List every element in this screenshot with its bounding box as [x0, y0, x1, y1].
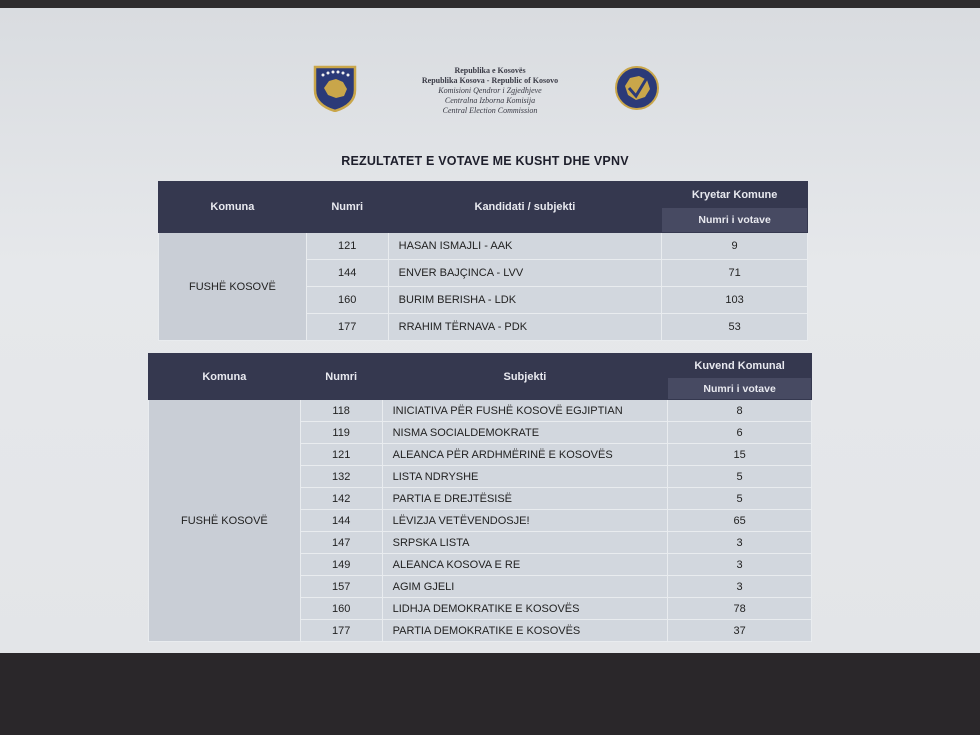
numri-cell: 144 — [300, 510, 382, 532]
col-header-subjekti: Subjekti — [382, 354, 668, 400]
candidate-cell: HASAN ISMAJLI - AAK — [388, 233, 662, 260]
numri-cell: 142 — [300, 488, 382, 510]
numri-cell: 177 — [306, 314, 388, 341]
institution-header — [400, 66, 580, 116]
votes-cell: 3 — [668, 554, 812, 576]
numri-cell: 160 — [300, 598, 382, 620]
col-header-group: Kryetar Komune — [662, 182, 808, 208]
numri-cell: 177 — [300, 620, 382, 642]
numri-cell: 132 — [300, 466, 382, 488]
municipality-cell: FUSHË KOSOVË — [159, 233, 307, 341]
candidate-cell: BURIM BERISHA - LDK — [388, 287, 662, 314]
dark-background — [0, 653, 980, 735]
votes-cell: 9 — [662, 233, 808, 260]
subject-cell: ALEANCA KOSOVA E RE — [382, 554, 668, 576]
votes-cell: 78 — [668, 598, 812, 620]
subject-cell: INICIATIVA PËR FUSHË KOSOVË EGJIPTIAN — [382, 400, 668, 422]
votes-cell: 71 — [662, 260, 808, 287]
subject-cell: ALEANCA PËR ARDHMËRINË E KOSOVËS — [382, 444, 668, 466]
header-line-1: Republika e Kosovës — [454, 66, 526, 75]
header-line-5: Central Election Commission — [442, 106, 538, 115]
table-row — [159, 233, 808, 260]
votes-cell: 53 — [662, 314, 808, 341]
table-row — [149, 400, 812, 422]
numri-cell: 119 — [300, 422, 382, 444]
votes-cell: 15 — [668, 444, 812, 466]
numri-cell: 121 — [306, 233, 388, 260]
subject-cell: LËVIZJA VETËVENDOSJE! — [382, 510, 668, 532]
kosovo-emblem-icon — [312, 64, 358, 112]
council-results-table — [148, 353, 812, 642]
numri-cell: 149 — [300, 554, 382, 576]
numri-cell: 118 — [300, 400, 382, 422]
col-header-votes: Numri i votave — [668, 378, 812, 400]
subject-cell: PARTIA DEMOKRATIKE E KOSOVËS — [382, 620, 668, 642]
page-title: REZULTATET E VOTAVE ME KUSHT DHE VPNV — [341, 154, 629, 168]
votes-cell: 103 — [662, 287, 808, 314]
document-header — [300, 56, 680, 126]
col-header-votes: Numri i votave — [662, 208, 808, 233]
votes-cell: 3 — [668, 576, 812, 598]
candidate-cell: ENVER BAJÇINCA - LVV — [388, 260, 662, 287]
votes-cell: 37 — [668, 620, 812, 642]
subject-cell: PARTIA E DREJTËSISË — [382, 488, 668, 510]
subject-cell: LISTA NDRYSHE — [382, 466, 668, 488]
subject-cell: LIDHJA DEMOKRATIKE E KOSOVËS — [382, 598, 668, 620]
col-header-komuna: Komuna — [159, 182, 307, 233]
numri-cell: 121 — [300, 444, 382, 466]
col-header-numri: Numri — [306, 182, 388, 233]
votes-cell: 5 — [668, 488, 812, 510]
votes-cell: 8 — [668, 400, 812, 422]
col-header-group: Kuvend Komunal — [668, 354, 812, 378]
municipality-cell: FUSHË KOSOVË — [149, 400, 301, 642]
numri-cell: 157 — [300, 576, 382, 598]
header-line-3: Komisioni Qendror i Zgjedhjeve — [438, 86, 542, 95]
subject-cell: NISMA SOCIALDEMOKRATE — [382, 422, 668, 444]
votes-cell: 65 — [668, 510, 812, 532]
numri-cell: 147 — [300, 532, 382, 554]
header-line-4: Centralna Izborna Komisija — [444, 96, 536, 105]
votes-cell: 6 — [668, 422, 812, 444]
votes-cell: 5 — [668, 466, 812, 488]
subject-cell: AGIM GJELI — [382, 576, 668, 598]
mayor-results-table — [158, 181, 808, 341]
subject-cell: SRPSKA LISTA — [382, 532, 668, 554]
col-header-numri: Numri — [300, 354, 382, 400]
numri-cell: 144 — [306, 260, 388, 287]
col-header-komuna: Komuna — [149, 354, 301, 400]
header-line-2: Republika Kosova - Republic of Kosovo — [421, 76, 559, 85]
numri-cell: 160 — [306, 287, 388, 314]
col-header-kandidati: Kandidati / subjekti — [388, 182, 662, 233]
candidate-cell: RRAHIM TËRNAVA - PDK — [388, 314, 662, 341]
votes-cell: 3 — [668, 532, 812, 554]
cec-logo-icon — [614, 64, 660, 112]
